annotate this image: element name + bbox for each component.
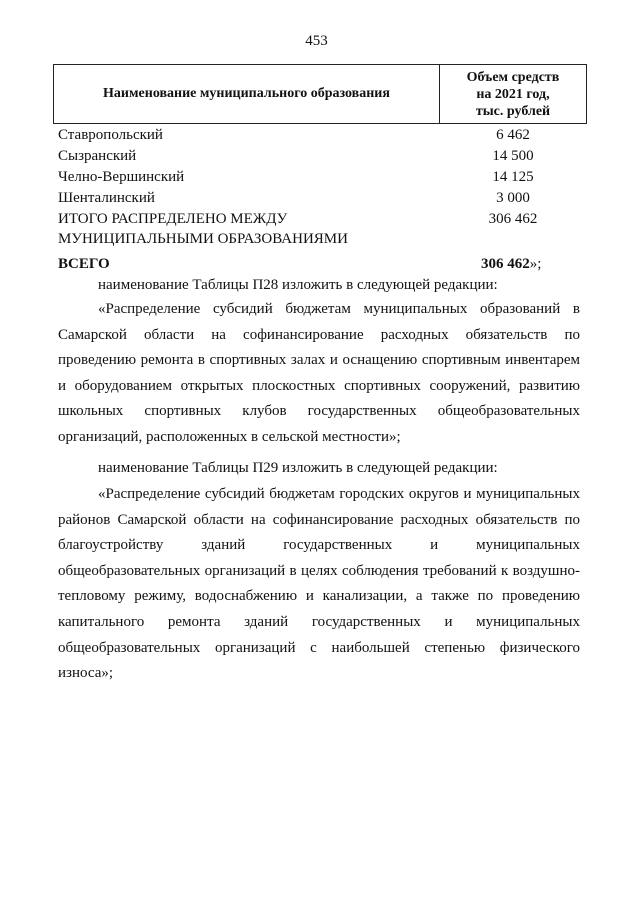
municipality-name: Челно-Вершинский [58,169,185,185]
distributed-total-row [58,209,578,249]
funding-value: 14 500 [492,148,534,164]
funding-value: 14 125 [492,169,534,185]
grand-total-value: 306 462 [481,256,530,272]
grand-total-label: ВСЕГО [58,256,110,272]
funding-value: 3 000 [496,190,530,206]
municipality-name: Шенталинский [58,190,155,206]
municipality-name: Сызранский [58,148,137,164]
page-number: 453 [305,33,328,49]
column-header-name: Наименование муниципального образования [54,65,440,123]
distributed-total-label-line: МУНИЦИПАЛЬНЫМИ ОБРАЗОВАНИЯМИ [58,231,348,247]
column-header-volume-line: на 2021 год, [476,86,550,102]
funding-value: 6 462 [496,127,530,143]
paragraph: «Распределение субсидий бюджетам городских округов и муниципальных районов Самарской области на софинансирование расходных обязательств по благоустройству зданий государственных и муниципальных общеобразовательных организаций в целях соблюдения требований к воздушно-тепловому режиму, водоснабжению и канализации, а также по проведению капитального ремонта зданий государственных и муниципальных общеобразовательных организаций с наибольшей степенью физического износа»; [58,486,580,682]
grand-total-suffix: »; [529,256,542,272]
paragraph: «Распределение субсидий бюджетам муниципальных образований в Самарской области на софинансирование расходных обязательств по проведению ремонта в спортивных залах и оснащению спортивным инвентарем и оборудованием открытых плоскостных спортивных сооружений, развитию школьных спортивных клубов государственных общеобразовательных организаций, расположенных в сельской местности»; [58,301,580,445]
distributed-total-value: 306 462 [488,211,538,227]
distributed-total-label [58,209,438,249]
paragraph: наименование Таблицы П28 изложить в следующей редакции: [98,277,498,293]
paragraph: наименование Таблицы П29 изложить в следующей редакции: [98,460,498,476]
municipality-name: Ставропольский [58,127,163,143]
column-header-volume [440,65,586,123]
column-header-volume-line: тыс. рублей [475,103,551,119]
table-header [53,64,587,124]
distributed-total-label-line: ИТОГО РАСПРЕДЕЛЕНО МЕЖДУ [58,211,288,227]
column-header-volume-line: Объем средств [466,69,560,85]
